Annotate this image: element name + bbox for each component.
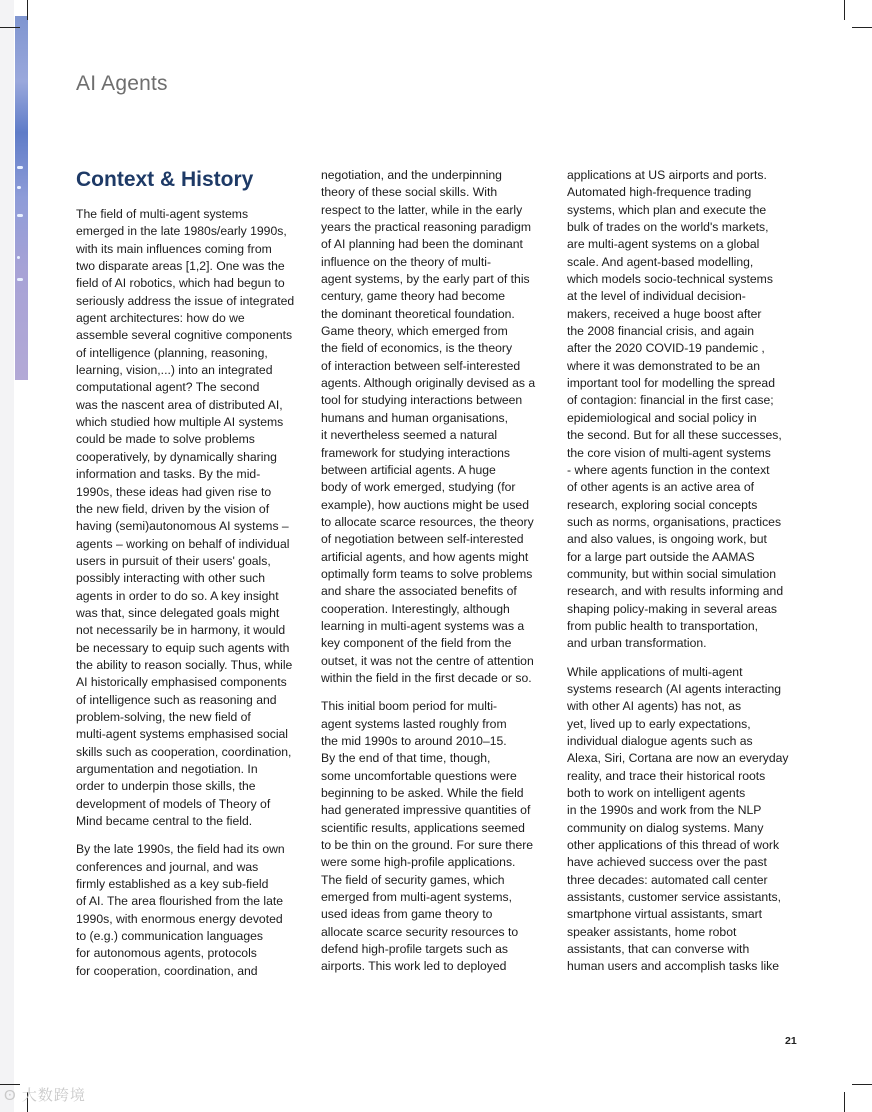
text-line: agents in order to do so. A key insight — [76, 588, 279, 603]
text-line: scale. And agent-based modelling, — [567, 254, 754, 269]
page-gutter — [0, 0, 14, 1112]
text-line: of intelligence such as reasoning and — [76, 692, 277, 707]
text-line: to be thin on the ground. For sure there — [321, 838, 534, 853]
text-line: tool for studying interactions between — [321, 393, 523, 408]
text-line: 1990s, with enormous energy devoted — [76, 911, 283, 926]
text-line: are multi-agent systems on a global — [567, 237, 760, 252]
text-line: systems, which plan and execute the — [567, 202, 767, 217]
crop-mark — [0, 27, 20, 28]
text-line: AI historically emphasised components — [76, 675, 287, 690]
text-column-1 — [76, 166, 308, 991]
side-image-spark — [17, 278, 23, 281]
text-line: airports. This work led to deployed — [321, 959, 507, 974]
text-line: systems research (AI agents interacting — [567, 681, 782, 696]
side-image-spark — [17, 256, 20, 259]
text-line: artificial agents, and how agents might — [321, 549, 529, 564]
text-line: users in pursuit of their users' goals, — [76, 553, 271, 568]
text-line: agent systems, by the early part of this — [321, 272, 530, 287]
text-line: of other agents is an active area of — [567, 480, 754, 495]
text-line: cooperation. Interestingly, although — [321, 601, 510, 616]
text-line: - where agents function in the context — [567, 462, 770, 477]
crop-mark — [27, 0, 28, 20]
paragraph — [321, 698, 555, 976]
text-line: shaping policy-making in several areas — [567, 601, 778, 616]
text-line: Automated high-frequence trading — [567, 185, 752, 200]
text-column-2 — [321, 167, 555, 987]
text-line: yet, lived up to early expectations, — [567, 716, 751, 731]
side-image-spark — [17, 186, 21, 189]
text-line: it nevertheless seemed a natural — [321, 428, 498, 443]
text-line: key component of the field from the — [321, 636, 512, 651]
text-line: of interaction between self-interested — [321, 358, 521, 373]
text-line: the dominant theoretical foundation. — [321, 306, 515, 321]
crop-mark — [852, 27, 872, 28]
text-line: the core vision of multi-agent systems — [567, 445, 771, 460]
crop-mark — [844, 1092, 845, 1112]
text-line: which models socio-technical systems — [567, 272, 773, 287]
text-line: be necessary to equip such agents with — [76, 640, 290, 655]
text-line: was that, since delegated goals might — [76, 605, 280, 620]
text-line: for autonomous agents, protocols — [76, 946, 257, 961]
text-line: community, but within social simulation — [567, 566, 777, 581]
text-line: of intelligence (planning, reasoning, — [76, 345, 268, 360]
text-line: such as norms, organisations, practices — [567, 514, 782, 529]
section-title: Context & History — [76, 168, 254, 191]
text-line: allocate scarce security resources to — [321, 924, 519, 939]
text-line: of AI planning had been the dominant — [321, 237, 523, 252]
text-line: Game theory, which emerged from — [321, 324, 508, 339]
text-line: computational agent? The second — [76, 380, 260, 395]
decorative-side-image — [15, 16, 28, 380]
text-line: framework for studying interactions — [321, 445, 510, 460]
text-line: assistants, that can converse with — [567, 942, 750, 957]
text-line: research, exploring social concepts — [567, 497, 758, 512]
column-body — [567, 167, 799, 976]
text-line: and also values, is ongoing work, but — [567, 532, 767, 547]
text-line: with other AI agents) has not, as — [567, 699, 742, 714]
text-line: of AI. The area flourished from the late — [76, 894, 284, 909]
text-line: order to underpin those skills, the — [76, 779, 256, 794]
text-line: While applications of multi-agent — [567, 664, 743, 679]
text-line: after the 2020 COVID-19 pandemic , — [567, 341, 765, 356]
text-line: other applications of this thread of work — [567, 838, 780, 853]
text-line: body of work emerged, studying (for — [321, 480, 516, 495]
side-image-spark — [17, 166, 23, 169]
text-line: negotiation, and the underpinning — [321, 168, 502, 182]
text-line: 1990s, these ideas had given rise to — [76, 484, 272, 499]
text-line: with its main influences coming from — [76, 241, 272, 256]
watermark-text: 大数跨境 — [21, 1087, 86, 1104]
text-line: conferences and journal, and was — [76, 859, 259, 874]
text-line: was the nascent area of distributed AI, — [76, 397, 283, 412]
text-line: makers, received a huge boost after — [567, 306, 762, 321]
text-line: speaker assistants, home robot — [567, 924, 737, 939]
text-line: between artificial agents. A huge — [321, 462, 496, 477]
text-line: used ideas from game theory to — [321, 907, 493, 922]
watermark-icon: ʘ — [4, 1087, 17, 1104]
column-body — [321, 167, 555, 976]
text-line: the second. But for all these successes, — [567, 428, 782, 443]
text-line: smartphone virtual assistants, smart — [567, 907, 763, 922]
text-line: which studied how multiple AI systems — [76, 415, 284, 430]
text-line: emerged in the late 1980s/early 1990s, — [76, 224, 287, 239]
text-line: argumentation and negotiation. In — [76, 762, 258, 776]
text-line: community on dialog systems. Many — [567, 820, 764, 835]
text-line: of contagion: financial in the first case; — [567, 393, 774, 408]
text-line: of negotiation between self-interested — [321, 532, 524, 547]
text-line: seriously address the issue of integrated — [76, 293, 295, 308]
paragraph — [567, 664, 799, 976]
crop-mark — [852, 1084, 872, 1085]
text-line: and urban transformation. — [567, 636, 707, 651]
text-line: epidemiological and social policy in — [567, 410, 757, 425]
text-line: and share the associated benefits of — [321, 584, 517, 599]
text-line: individual dialogue agents such as — [567, 734, 753, 748]
text-line: for cooperation, coordination, and — [76, 963, 258, 978]
text-line: the new field, driven by the vision of — [76, 501, 270, 516]
text-line: humans and human organisations, — [321, 410, 508, 425]
text-line: the mid 1990s to around 2010–15. — [321, 734, 507, 748]
text-line: beginning to be asked. While the field — [321, 786, 524, 801]
text-line: By the late 1990s, the field had its own — [76, 842, 285, 857]
text-line: firmly established as a key sub-field — [76, 877, 269, 892]
text-line: two disparate areas [1,2]. One was the — [76, 259, 285, 274]
text-line: bulk of trades on the world's markets, — [567, 220, 769, 235]
text-line: to (e.g.) communication languages — [76, 929, 263, 944]
text-line: were some high-profile applications. — [321, 855, 516, 870]
text-line: multi-agent systems emphasised social — [76, 727, 289, 742]
text-line: This initial boom period for multi- — [321, 699, 498, 714]
text-line: problem-solving, the new field of — [76, 709, 251, 724]
text-line: outset, it was not the centre of attention — [321, 653, 534, 668]
text-line: possibly interacting with other such — [76, 571, 266, 586]
side-image-spark — [17, 214, 23, 217]
paragraph — [76, 206, 308, 830]
watermark-logo — [4, 1084, 86, 1105]
text-line: the 2008 financial crisis, and again — [567, 324, 754, 339]
text-line: within the field in the first decade or so. — [321, 670, 532, 685]
text-line: having (semi)autonomous AI systems – — [76, 519, 289, 534]
paragraph — [76, 841, 308, 980]
crop-mark — [844, 0, 845, 20]
text-line: field of AI robotics, which had begun to — [76, 276, 285, 291]
text-line: from public health to transportation, — [567, 618, 759, 633]
text-line: the ability to reason socially. Thus, while — [76, 657, 293, 672]
text-line: years the practical reasoning paradigm — [321, 220, 532, 235]
text-line: reality, and trace their historical roots — [567, 768, 766, 783]
text-line: both to work on intelligent agents — [567, 786, 746, 801]
text-line: had generated impressive quantities of — [321, 803, 531, 818]
text-line: at the level of individual decision- — [567, 289, 746, 304]
text-line: assemble several cognitive components — [76, 328, 293, 343]
paragraph — [567, 167, 799, 653]
paragraph — [321, 167, 555, 687]
text-line: in the 1990s and work from the NLP — [567, 803, 762, 818]
text-line: skills such as cooperation, coordination, — [76, 744, 292, 759]
text-line: agents. Although originally devised as a — [321, 376, 536, 391]
text-line: could be made to solve problems — [76, 432, 255, 447]
text-line: century, game theory had become — [321, 289, 506, 304]
text-line: scientific results, applications seemed — [321, 820, 525, 835]
text-line: By the end of that time, though, — [321, 751, 491, 766]
text-line: theory of these social skills. With — [321, 185, 498, 200]
text-line: development of models of Theory of — [76, 796, 271, 811]
text-line: three decades: automated call center — [567, 872, 768, 887]
text-line: the field of economics, is the theory — [321, 341, 513, 356]
text-line: The field of security games, which — [321, 872, 505, 887]
text-line: not necessarily be in harmony, it would — [76, 623, 286, 638]
column-body — [76, 206, 308, 980]
text-line: learning in multi-agent systems was a — [321, 618, 525, 633]
page-number: 21 — [785, 1035, 797, 1047]
text-line: defend high-profile targets such as — [321, 942, 508, 957]
text-line: influence on the theory of multi- — [321, 254, 492, 269]
text-line: research, and with results informing and — [567, 584, 784, 599]
text-line: assistants, customer service assistants, — [567, 890, 782, 905]
text-line: Mind became central to the field. — [76, 814, 253, 829]
text-line: for a large part outside the AAMAS — [567, 549, 755, 564]
text-line: emerged from multi-agent systems, — [321, 890, 513, 905]
text-line: respect to the latter, while in the early — [321, 202, 523, 217]
text-line: human users and accomplish tasks like — [567, 959, 780, 974]
text-line: agent architectures: how do we — [76, 311, 245, 326]
text-line: agent systems lasted roughly from — [321, 716, 507, 731]
text-line: information and tasks. By the mid- — [76, 467, 261, 482]
text-line: learning, vision,...) into an integrated — [76, 363, 273, 378]
text-line: applications at US airports and ports. — [567, 168, 767, 182]
text-line: The field of multi-agent systems — [76, 207, 249, 221]
text-line: important tool for modelling the spread — [567, 376, 775, 391]
text-line: cooperatively, by dynamically sharing — [76, 449, 277, 464]
text-line: have achieved success over the past — [567, 855, 767, 870]
text-line: optimally form teams to solve problems — [321, 566, 533, 581]
text-line: where it was demonstrated to be an — [567, 358, 761, 373]
text-line: to allocate scarce resources, the theory — [321, 514, 534, 529]
text-column-3 — [567, 167, 799, 987]
running-header-title: AI Agents — [76, 72, 168, 95]
text-line: example), how auctions might be used — [321, 497, 529, 512]
text-line: some uncomfortable questions were — [321, 768, 517, 783]
text-line: agents – working on behalf of individual — [76, 536, 290, 551]
text-line: Alexa, Siri, Cortana are now an everyday — [567, 751, 789, 766]
